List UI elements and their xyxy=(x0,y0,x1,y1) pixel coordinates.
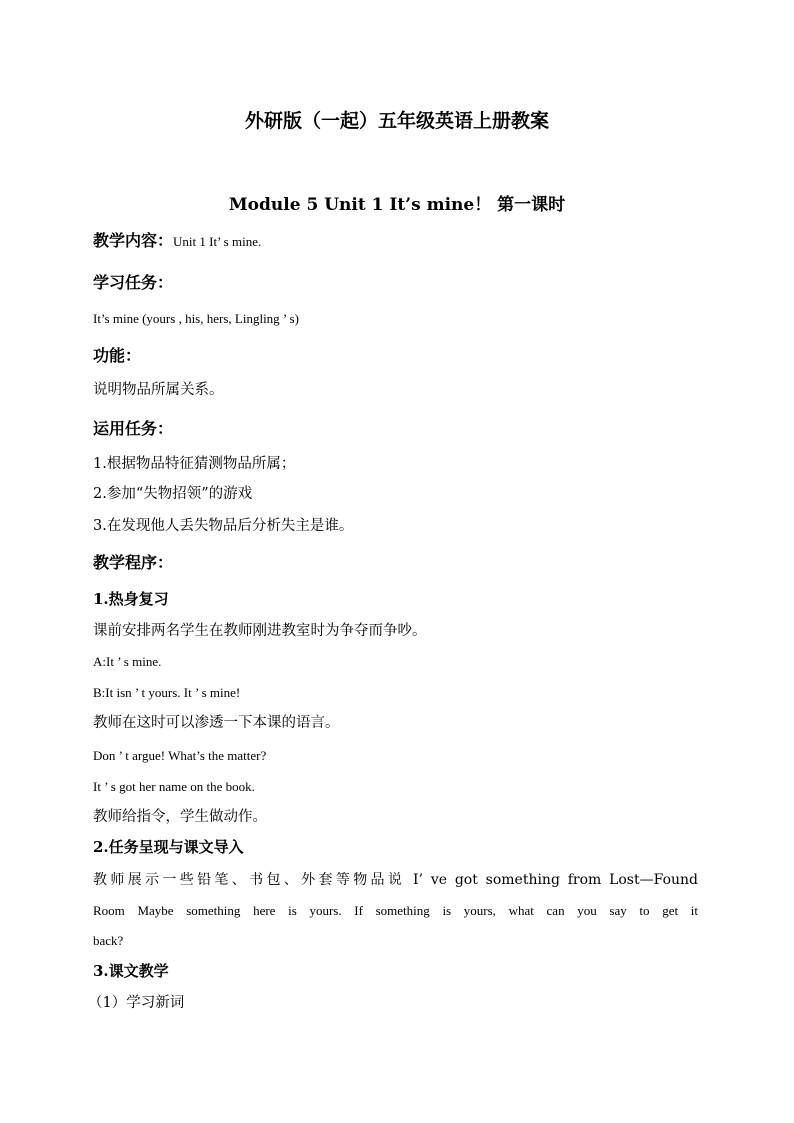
use-item: 3.在发现他人丢失物品后分析失主是谁。 xyxy=(93,518,354,534)
step1-line: 教师在这时可以渗透一下本课的语言。 xyxy=(93,715,340,731)
step2-para-line: 教师展示一些铅笔、书包、外套等物品说 I’ ve got something from Lost—Found xyxy=(93,872,698,888)
document-title: 外研版（一起）五年级英语上册教案 xyxy=(244,110,549,132)
step2-paragraph xyxy=(93,873,698,947)
task-heading: 学习任务： xyxy=(93,273,174,292)
content-line xyxy=(93,233,261,249)
step3-heading: 3.课文教学 xyxy=(93,962,169,980)
step1-line: Don ’ t argue! What’s the matter? xyxy=(93,748,267,763)
procedure-heading: 教学程序： xyxy=(93,553,174,572)
step1-line: B:It isn ’ t yours. It ’ s mine! xyxy=(93,685,241,700)
step3-subheading: （1）学习新词 xyxy=(88,995,185,1011)
step1-line: A:It ’ s mine. xyxy=(93,654,162,669)
step1-line: 教师给指令，学生做动作。 xyxy=(93,809,267,825)
step2-heading: 2.任务呈现与课文导入 xyxy=(93,838,244,856)
use-heading: 运用任务： xyxy=(93,419,174,438)
lesson-title: Module 5 Unit 1 It’s mine！ 第一课时 xyxy=(228,195,566,215)
step2-para-line: back? xyxy=(93,933,124,948)
step1-line: It ’ s got her name on the book. xyxy=(93,779,255,794)
task-text: It’s mine (yours , his, hers, Lingling ’ s) xyxy=(93,311,299,326)
step2-para-line: Room Maybe something here is yours. If something is yours, what can you say to get it xyxy=(93,903,698,918)
use-item: 2.参加“失物招领”的游戏 xyxy=(93,486,253,502)
use-item: 1.根据物品特征猜测物品所属； xyxy=(93,456,296,472)
content-value: Unit 1 It’ s mine. xyxy=(173,234,262,249)
step1-heading: 1.热身复习 xyxy=(93,590,169,608)
step1-line: 课前安排两名学生在教师刚进教室时为争夺而争吵。 xyxy=(93,623,427,639)
content-label: 教学内容： xyxy=(93,231,174,250)
function-heading: 功能： xyxy=(93,346,142,365)
function-text: 说明物品所属关系。 xyxy=(93,382,224,398)
